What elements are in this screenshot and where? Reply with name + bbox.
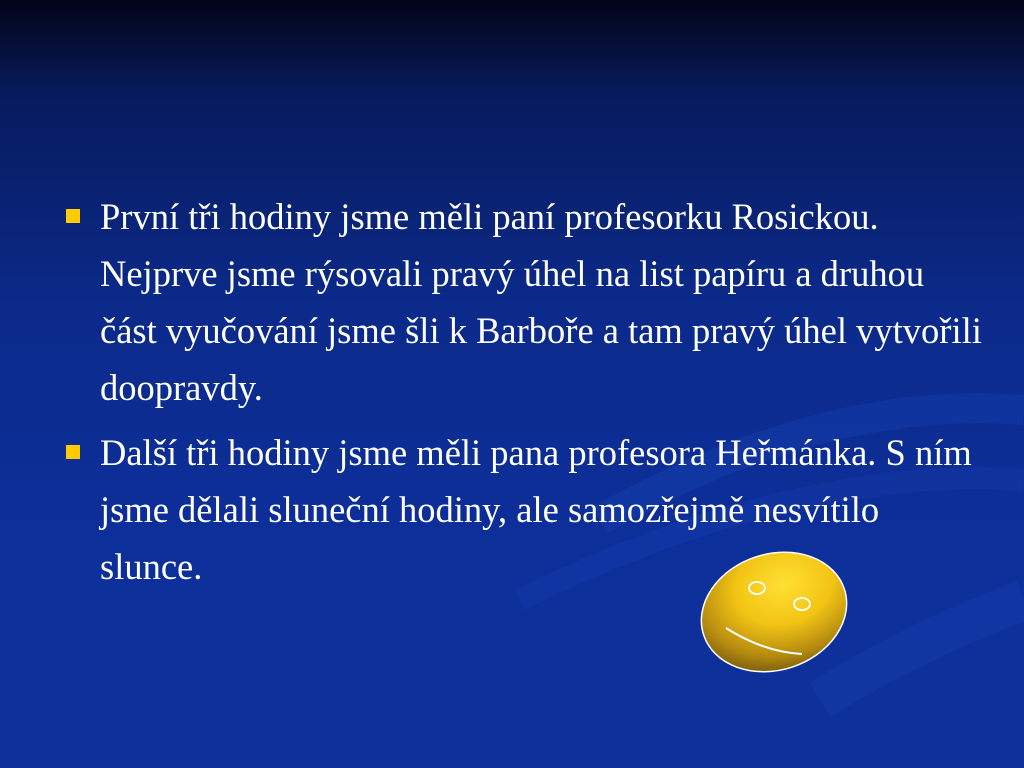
bullet-text: První tři hodiny jsme měli paní profesorku Rosickou. Nejprve jsme rýsovali pravý úhel na list papíru a druhou část vyučování jsme šli k Barboře a tam pravý úhel vytvořili doopravdy. bbox=[100, 196, 982, 408]
square-bullet-icon bbox=[66, 209, 80, 223]
smiley-face-icon bbox=[694, 548, 854, 673]
bullet-list bbox=[62, 188, 982, 603]
bullet-item bbox=[62, 188, 982, 416]
bullet-text: Další tři hodiny jsme měli pana profesora Heřmánka. S ním jsme dělali sluneční hodiny, ale samozřejmě nesvítilo slunce. bbox=[100, 432, 972, 587]
square-bullet-icon bbox=[66, 445, 80, 459]
